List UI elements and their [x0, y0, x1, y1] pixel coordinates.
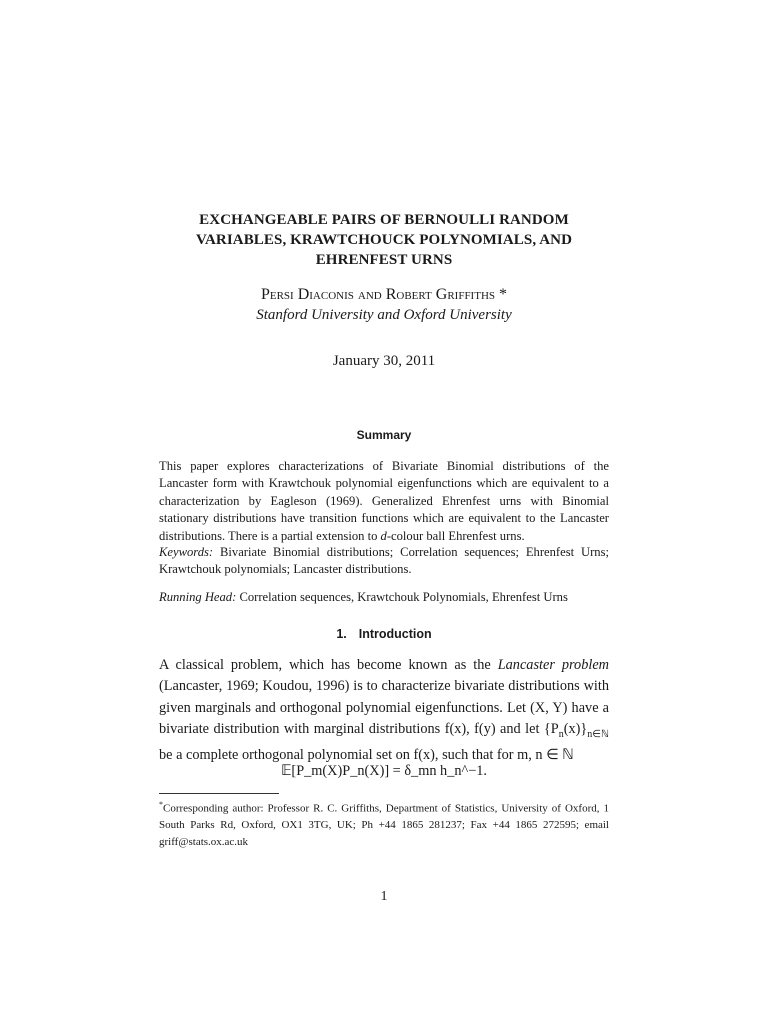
intro-italic-term: Lancaster problem [497, 657, 609, 673]
keywords-label: Keywords: [159, 545, 214, 559]
summary-text-italic: d [380, 528, 387, 543]
summary-text-part1: This paper explores characterizations of Bivariate Binomial distributions of the Lancaster form with Krawtchouk polynomial eigenfunctions which are equivalent to a characterization by Eagleson (1969). Generalized Ehrenfest urns with Binomial stationary distributions have transition functions which are equivalent to the Lancaster distributions. There is a partial extension to [159, 459, 609, 543]
orthogonality-equation: 𝔼[P_m(X)P_n(X)] = δ_mn h_n^−1. [281, 763, 487, 779]
section-number: 1. [336, 627, 347, 641]
section-heading [100, 627, 668, 641]
footnote-text: Corresponding author: Professor R. C. Griffiths, Department of Statistics, University of Oxford, 1 South Parks Rd, Oxford, OX1 3TG, UK; Ph +44 1865 281237; Fax +44 1865 272595; email griff@stats.ox.ac.uk [159, 802, 609, 848]
section-title: Introduction [358, 627, 432, 641]
title-line-2: VARIABLES, KRAWTCHOUCK POLYNOMIALS, AND [195, 232, 573, 248]
running-head-label: Running Head: [159, 590, 237, 604]
intro-paragraph: A classical problem, which has become known as the Lancaster problem (Lancaster, 1969; Koudou, 1996) is to characterize bivariate distributions with given marginals and orthogonal polynomial eigenfunctions. Let (X, Y) have a bivariate distribution with marginal distributions f(x), f(y) and let $\{P_n(x)\}_{n\in ℕ}$ be a complete orthogonal polynomial set on f(x), such that for m, n ∈ ℕ [159, 657, 609, 764]
footnote [159, 797, 609, 850]
intro-text-1: A classical problem, which has become known as the [159, 657, 498, 673]
author-list: Persi Diaconis and Robert Griffiths * [260, 286, 508, 303]
intro-text-2: (Lancaster, 1969; Koudou, 1996) is to characterize bivariate distributions with given marginals and orthogonal polynomial eigenfunctions. Let (X, Y) have a bivariate distribution with marginal distributions f(x), f(y) and let {P [159, 678, 609, 738]
summary-text-part2: -colour ball Ehrenfest urns. [386, 528, 525, 543]
page-number: 1 [380, 889, 388, 904]
keywords-text: Bivariate Binomial distributions; Correlation sequences; Ehrenfest Urns; Krawtchouk polynomials; Lancaster distributions. [159, 545, 609, 577]
title-line-1: EXCHANGEABLE PAIRS OF BERNOULLI RANDOM [199, 212, 569, 228]
paper-title [150, 210, 618, 270]
intro-text-3: (x)} [563, 721, 588, 738]
title-line-3: EHRENFEST URNS [315, 252, 453, 268]
keywords-paragraph [159, 544, 609, 579]
running-head-text: Correlation sequences, Krawtchouk Polynomials, Ehrenfest Urns [236, 590, 568, 604]
summary-paragraph [159, 458, 609, 545]
intro-text-4: be a complete orthogonal polynomial set on f(x), such that for m, n ∈ ℕ [159, 747, 574, 764]
footnote-mark: * [159, 800, 163, 809]
footnote-rule [159, 793, 279, 794]
affiliation: Stanford University and Oxford University [256, 307, 512, 323]
paper-date: January 30, 2011 [332, 353, 436, 369]
running-head-paragraph [159, 589, 609, 606]
summary-heading: Summary [356, 428, 412, 442]
